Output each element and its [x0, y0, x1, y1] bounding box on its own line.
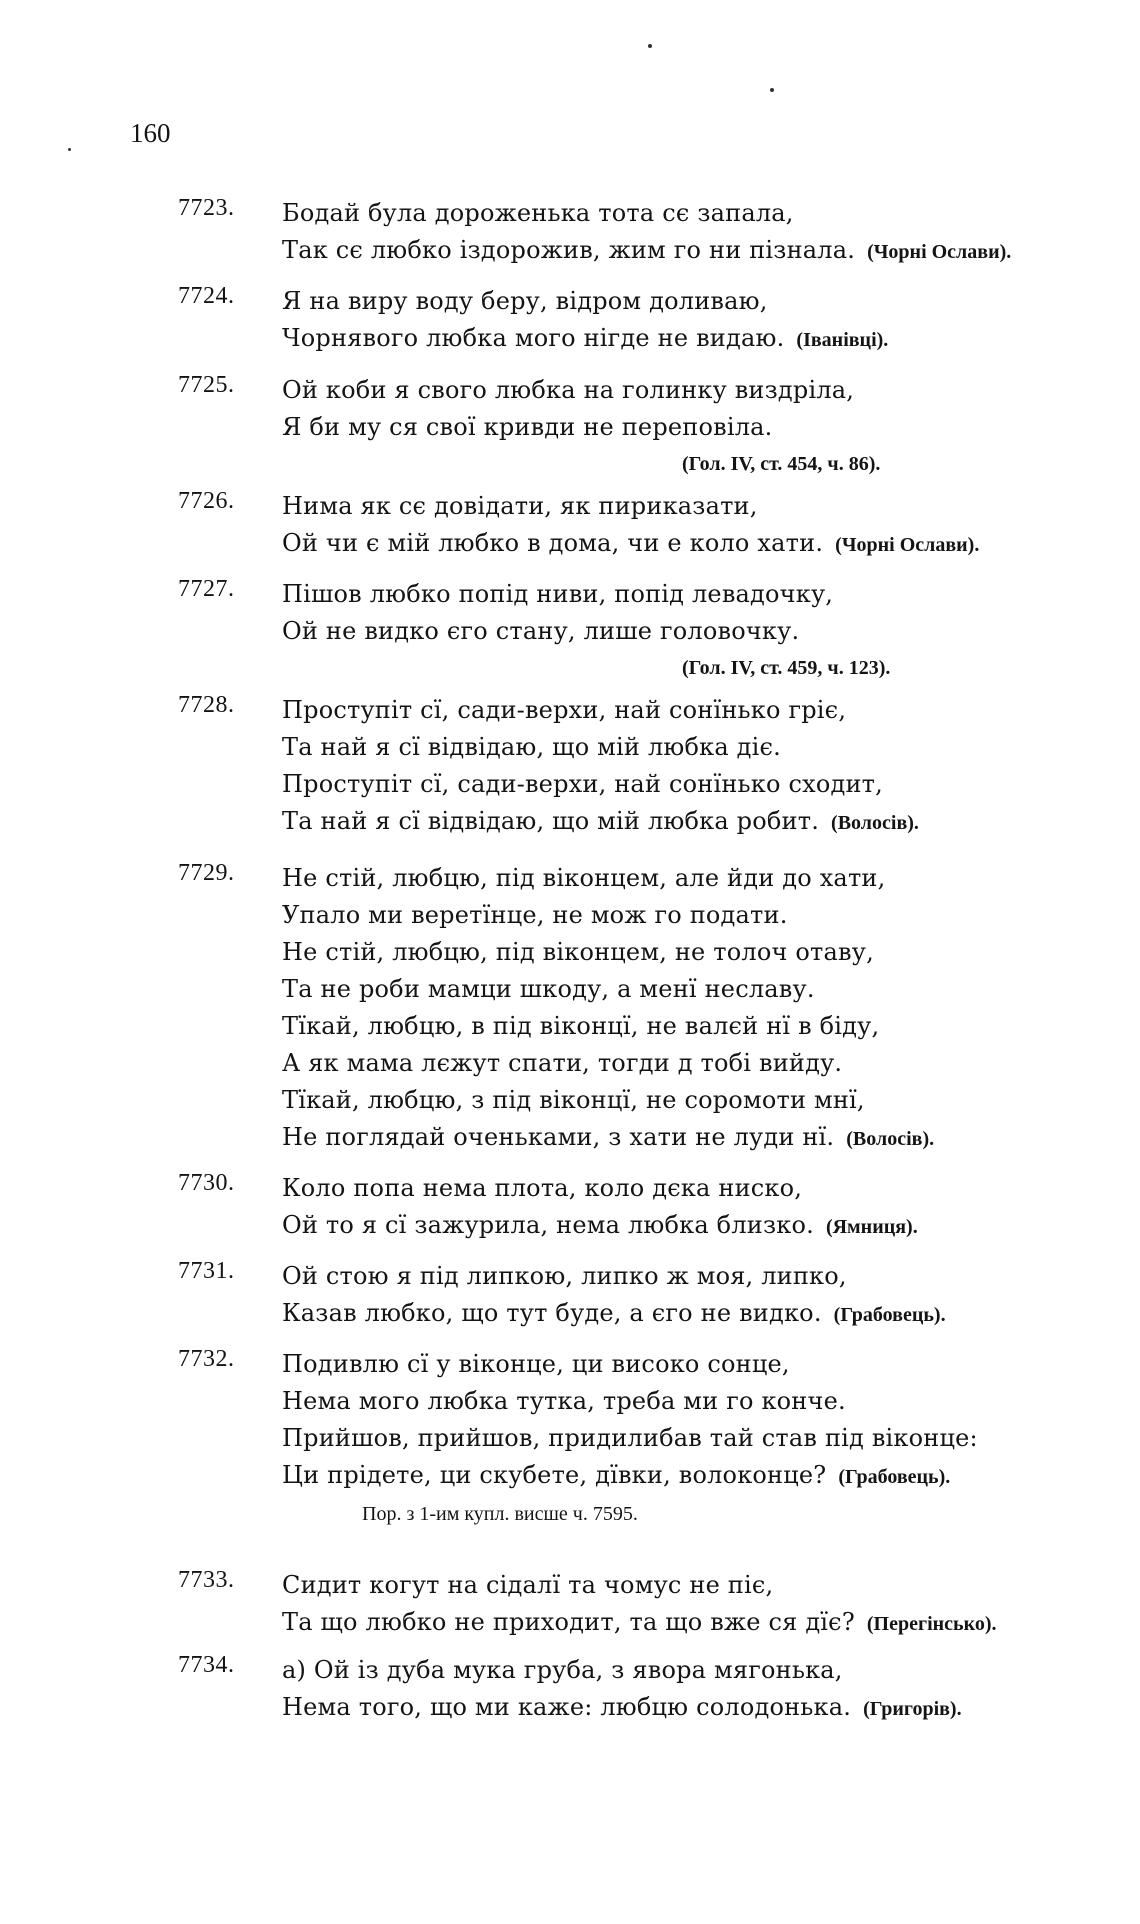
print-speck: [648, 44, 652, 48]
verse-text: Прийшов, прийшов, придилибав тай став під віконце:: [282, 1424, 978, 1452]
verse-line: [282, 1045, 934, 1082]
verse-text: Ой не видко єго стану, лише головочку.: [282, 617, 800, 645]
verse-line: [282, 971, 934, 1008]
entry-number: 7726.: [178, 488, 235, 514]
verse-line: [282, 1457, 978, 1496]
verse-text: Коло попа нема плота, коло дєка ниско,: [282, 1174, 803, 1202]
verse-line: [282, 283, 888, 320]
verse-line: [282, 729, 919, 766]
cross-reference-note: Пор. з 1-им купл. висше ч. 7595.: [362, 1503, 638, 1525]
entry-number: 7734.: [178, 1652, 235, 1678]
verse-text: Не поглядай оченьками, з хати не луди нї.: [282, 1123, 835, 1151]
verse-line: [282, 1420, 978, 1457]
verse-lines: [282, 488, 979, 564]
source-location: (Чорні Ослави).: [835, 534, 980, 556]
verse-line: [282, 613, 890, 650]
verse-line: [282, 576, 890, 613]
verse-line: [282, 320, 888, 359]
verse-text: Та най я сї відвідаю, що мій любка діє.: [282, 733, 781, 761]
verse-text: Так сє любко іздорожив, жим го ни пізнала.: [282, 236, 856, 264]
verse-text: Казав любко, що тут буде, а єго не видко.: [282, 1299, 822, 1327]
source-location: (Іванівці).: [796, 329, 889, 351]
entry-number: 7727.: [178, 576, 235, 602]
print-speck: [68, 148, 71, 151]
verse-line: [282, 897, 934, 934]
verse-text: Сидит когут на сідалї та чомус не піє,: [282, 1571, 774, 1599]
verse-text: Не стій, любцю, під віконцем, не толоч отаву,: [282, 938, 874, 966]
verse-text: Ци прідете, ци скубете, дївки, волоконце?: [282, 1461, 827, 1489]
verse-text: Я би му ся свої кривди не переповіла.: [282, 413, 773, 441]
verse-text: Нема мого любка тутка, треба ми го конче.: [282, 1387, 846, 1415]
verse-text: Проступіт сї, сади-верхи, най сонїнько гріє,: [282, 696, 847, 724]
verse-line: [282, 232, 1011, 271]
verse-line: [282, 1082, 934, 1119]
verse-line: [282, 1008, 934, 1045]
entry-number: 7733.: [178, 1567, 235, 1593]
entry-number: 7729.: [178, 860, 235, 886]
entry-number: 7725.: [178, 372, 235, 398]
entry-number: 7728.: [178, 692, 235, 718]
source-location: (Грабовець).: [833, 1304, 946, 1326]
verse-text: Ой чи є мій любко в дома, чи е коло хати.: [282, 529, 824, 557]
entry-number: 7732.: [178, 1346, 235, 1372]
verse-lines: [282, 195, 1011, 271]
verse-text: А як мама лєжут спати, тогди д тобі вийду.: [282, 1049, 843, 1077]
verse-text: Та не роби мамци шкоду, а менї неславу.: [282, 975, 815, 1003]
source-location: (Чорні Ослави).: [867, 241, 1012, 263]
source-location: (Волосів).: [831, 812, 919, 834]
verse-text: Тїкай, любцю, в під віконцї, не валєй нї в біду,: [282, 1012, 880, 1040]
verse-line: [282, 409, 880, 446]
verse-line: [282, 372, 880, 409]
verse-line: [282, 1119, 934, 1158]
verse-lines: [282, 1567, 997, 1643]
entry-number: 7731.: [178, 1258, 235, 1284]
verse-text: Нема того, що ми каже: любцю солодонька.: [282, 1693, 852, 1721]
verse-line: [282, 1689, 962, 1728]
verse-text: Ой коби я свого любка на голинку виздріла,: [282, 376, 855, 404]
verse-line: [282, 1170, 918, 1207]
verse-text: Чорнявого любка мого нігде не видаю.: [282, 324, 785, 352]
verse-text: Ой то я сї зажурила, нема любка близко.: [282, 1211, 814, 1239]
verse-text: Не стій, любцю, під віконцем, але йди до хати,: [282, 864, 886, 892]
entry-number: 7724.: [178, 283, 235, 309]
verse-lines: [282, 1346, 978, 1532]
verse-line: [282, 195, 1011, 232]
verse-line: [282, 1346, 978, 1383]
verse-text: Я на виру воду беру, відром доливаю,: [282, 287, 768, 315]
verse-lines: [282, 1170, 918, 1246]
verse-text: Упало ми веретїнце, не мож го подати.: [282, 901, 788, 929]
verse-line: [282, 692, 919, 729]
verse-line: [282, 803, 919, 842]
entry-number: 7730.: [178, 1170, 235, 1196]
verse-line: [282, 1604, 997, 1643]
verse-lines: [282, 1652, 962, 1728]
verse-line: [282, 860, 934, 897]
source-location: (Ямниця).: [825, 1216, 918, 1238]
verse-text: Пішов любко попід ниви, попід левадочку,: [282, 580, 834, 608]
source-location: (Григорів).: [863, 1698, 962, 1720]
verse-line: [282, 488, 979, 525]
verse-line: [282, 1652, 962, 1689]
source-location: (Перегінсько).: [866, 1613, 997, 1635]
reference-citation: (Гол. IV, ст. 459, ч. 123).: [682, 657, 891, 679]
verse-line: [282, 766, 919, 803]
verse-line: [282, 1258, 946, 1295]
verse-lines: [282, 283, 888, 359]
verse-lines: [282, 372, 880, 482]
verse-text: Подивлю сї у віконце, ци високо сонце,: [282, 1350, 790, 1378]
verse-lines: [282, 692, 919, 842]
verse-text: Тїкай, любцю, з під віконцї, не соромоти мнї,: [282, 1086, 865, 1114]
verse-text: Проступіт сї, сади-верхи, най сонїнько сходит,: [282, 770, 883, 798]
verse-line: [282, 525, 979, 564]
print-speck: [770, 88, 774, 92]
verse-lines: [282, 860, 934, 1158]
reference-citation: (Гол. IV, ст. 454, ч. 86).: [682, 453, 881, 475]
verse-line: [282, 1207, 918, 1246]
entry-number: 7723.: [178, 195, 235, 221]
page-number: 160: [130, 118, 171, 148]
verse-lines: [282, 1258, 946, 1334]
verse-text: Та най я сї відвідаю, що мій любка робит.: [282, 807, 820, 835]
verse-line: [282, 1567, 997, 1604]
verse-text: Ой стою я під липкою, липко ж моя, липко,: [282, 1262, 847, 1290]
verse-line: [282, 1383, 978, 1420]
source-location: (Грабовець).: [838, 1466, 951, 1488]
verse-text: а) Ой із дуба мука груба, з явора мягонька,: [282, 1656, 843, 1684]
verse-line: [282, 934, 934, 971]
verse-text: Бодай була дороженька тота сє запала,: [282, 199, 794, 227]
verse-line: [282, 1295, 946, 1334]
verse-lines: [282, 576, 890, 686]
verse-text: Та що любко не приходит, та що вже ся дїє?: [282, 1608, 855, 1636]
source-location: (Волосів).: [846, 1128, 935, 1150]
verse-text: Нима як сє довідати, як пириказати,: [282, 492, 758, 520]
